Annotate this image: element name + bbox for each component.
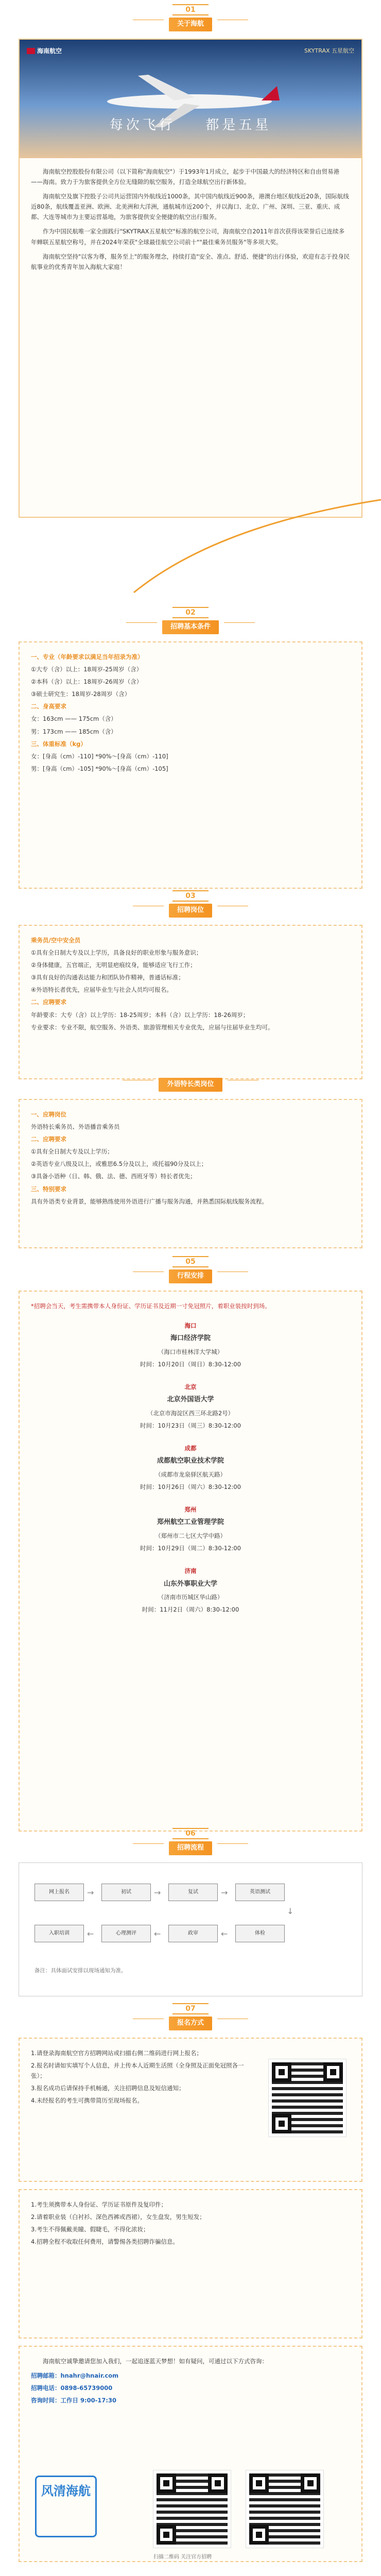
qr-marker xyxy=(301,2473,320,2493)
foreign-line: 二、应聘要求 xyxy=(31,1136,66,1143)
stop-date: 时间：10月20日（周日）8:30-12:00 xyxy=(140,1360,241,1368)
schedule-stop xyxy=(31,1382,350,1431)
signup-box-2 xyxy=(19,2189,362,2338)
section-signup xyxy=(0,1999,381,2562)
section-header xyxy=(0,1824,381,1855)
section-title: 招聘流程 xyxy=(169,1841,212,1855)
contact-line: 招聘邮箱：hnahr@hnair.com xyxy=(31,2371,119,2379)
schedule-intro: *招聘会当天，考生需携带本人身份证、学历证书及近期一寸免冠照片，着职业装按时到场。 xyxy=(31,1302,271,1310)
signup-line: 4.未经报名的考生可携带简历至现场报名。 xyxy=(31,2097,143,2105)
arrow-left-icon: ← xyxy=(221,1928,228,1939)
foreign-line: 一、应聘岗位 xyxy=(31,1110,66,1118)
arrow-left-icon: ← xyxy=(87,1928,94,1939)
flow-box xyxy=(19,1862,362,1996)
qr-marker xyxy=(157,2473,176,2493)
qr-marker xyxy=(272,2062,291,2082)
qr-marker xyxy=(323,2062,343,2082)
age-item: ①大专（含）以上：18周岁-25周岁（含） xyxy=(31,665,143,673)
arrow-left-icon: ← xyxy=(154,1928,161,1939)
flow-step: 网上报名 xyxy=(34,1884,84,1901)
stop-venue: 郑州航空工业管理学院 xyxy=(157,1518,224,1527)
section-title: 招聘岗位 xyxy=(169,904,212,918)
airplane-illustration xyxy=(20,40,359,158)
section-title: 行程安排 xyxy=(169,1269,212,1283)
section-number: 05 xyxy=(172,1256,209,1267)
contact-box xyxy=(19,2346,362,2562)
stop-date: 时间：11月2日（周六）8:30-12:00 xyxy=(142,1606,239,1614)
stop-venue: 山东外事职业大学 xyxy=(163,1580,217,1588)
section-header xyxy=(0,1072,381,1092)
flow-step: 英语测试 xyxy=(235,1884,285,1901)
hero-banner xyxy=(20,40,361,158)
qr-marker xyxy=(272,2114,291,2133)
foreign-line: ②英语专业八级及以上，或雅思6.5分及以上，或托福90分及以上； xyxy=(31,1160,207,1168)
about-paragraph: 海南航空坚持"以客为尊，服务至上"的服务理念，持续打造"安全、准点、舒适、便捷"的出行体验，欢迎有志于投身民航事业的优秀青年加入海航大家庭！ xyxy=(31,252,350,270)
about-paragraph: 作为中国民航唯一家全面践行"SKYTRAX五星航空"标准的航空公司，海南航空自2011年首次获得该荣誉后已连续多年蝉联五星航空称号，并在2024年荣获"全球最佳航空公司前十""最佳乘务员服务"等多项大奖。 xyxy=(31,228,345,246)
contact-line: 招聘电话：0898-65739000 xyxy=(31,2384,113,2392)
arrow-down-icon: ↓ xyxy=(287,1906,294,1916)
attention-line: 3.考生不得佩戴美瞳、假睫毛，不得化浓妆； xyxy=(31,2226,149,2233)
decorative-curve xyxy=(0,495,381,598)
about-box xyxy=(19,39,362,518)
arrow-right-icon: → xyxy=(87,1887,94,1897)
section-requirements xyxy=(0,603,381,889)
posts-title: 二、应聘要求 xyxy=(31,998,66,1006)
posts-item: ④外语特长者优先，应届毕业生与社会人员均可报名。 xyxy=(31,986,172,994)
flow-step: 政审 xyxy=(168,1925,218,1942)
section-header xyxy=(0,1999,381,2030)
stop-city: 济南 xyxy=(184,1567,197,1575)
slogan-part-a: 每次飞行 xyxy=(109,117,176,133)
section-number: 01 xyxy=(172,4,209,15)
stop-date: 时间：10月23日（周三）8:30-12:00 xyxy=(140,1422,241,1429)
posts-item: ③具有良好的沟通表达能力和团队协作精神，普通话标准； xyxy=(31,974,184,981)
section-title: 招聘基本条件 xyxy=(162,620,219,634)
foreign-line: 三、特别要求 xyxy=(31,1185,66,1193)
posts-item: ②身体健康，五官端正，无明显疤痕纹身，能够适应飞行工作； xyxy=(31,961,196,969)
hero-slogan xyxy=(20,114,361,138)
section-flow xyxy=(0,1824,381,1996)
stop-date: 时间：10月26日（周六）8:30-12:00 xyxy=(140,1483,241,1491)
requirements-heading: 一、专业（年龄要求以满足当年招录为准） xyxy=(31,653,144,660)
stop-city: 郑州 xyxy=(184,1506,197,1514)
signup-steps xyxy=(31,2048,257,2106)
flow-step: 入职培训 xyxy=(34,1925,84,1942)
flow-step: 心理测评 xyxy=(101,1925,151,1942)
stop-venue: 北京外国语大学 xyxy=(167,1396,214,1404)
foreign-line: ①具有全日制大专及以上学历； xyxy=(31,1148,113,1156)
section-number: 03 xyxy=(172,890,209,902)
section-about xyxy=(0,0,381,518)
slogan-part-b: 都是五星 xyxy=(205,117,272,133)
section-schedule xyxy=(0,1252,381,1832)
brand-name: 海南航空 xyxy=(37,47,62,55)
contact-qr-code[interactable] xyxy=(246,2470,323,2548)
height-item: 男：173cm —— 185cm（含） xyxy=(31,727,117,735)
section-number: 06 xyxy=(172,1828,209,1839)
schedule-stop xyxy=(31,1443,350,1492)
weight-item: 女：[身高（cm）-110] *90%～[身高（cm）-110] xyxy=(31,752,168,760)
flow-note: 备注：具体面试安排以现场通知为准。 xyxy=(34,1967,127,1974)
contact-line: 咨询时间：工作日 9:00-17:30 xyxy=(31,2397,116,2404)
flow-step: 体检 xyxy=(235,1925,285,1942)
flow-step: 初试 xyxy=(101,1884,151,1901)
section-number: 07 xyxy=(172,2003,209,2014)
section-foreign xyxy=(0,1072,381,1248)
attention-line: 2.请着职业装（白衬衫、深色西裤或西裙），女生盘发，男生短发； xyxy=(31,2213,205,2221)
posts-title: 乘务员/空中安全员 xyxy=(31,936,81,944)
stop-address: （济南市历城区华山路） xyxy=(158,1594,223,1601)
stop-venue: 成都航空职业技术学院 xyxy=(157,1457,224,1465)
fengqing-logo xyxy=(35,2476,97,2537)
posts-box xyxy=(19,925,362,1079)
requirements-box xyxy=(19,641,362,889)
section-title: 报名方式 xyxy=(169,2016,212,2030)
section-number: 02 xyxy=(172,607,209,618)
section-title: 外语特长类岗位 xyxy=(159,1078,222,1092)
foreign-line: 外语特长乘务员、外语播音乘务员 xyxy=(31,1123,120,1130)
flow-step: 复试 xyxy=(168,1884,218,1901)
section-title: 关于海航 xyxy=(169,18,212,31)
arrow-right-icon: → xyxy=(221,1887,228,1897)
signup-qr-code[interactable] xyxy=(269,2059,346,2137)
stop-address: （郑州市二七区大学中路） xyxy=(155,1532,226,1540)
posts-item: ①具有全日制大专及以上学历，具备良好的职业形象与服务意识； xyxy=(31,948,202,956)
section-posts xyxy=(0,886,381,1079)
schedule-stop xyxy=(31,1320,350,1369)
signup-line: 3.报名成功后请保持手机畅通，关注招聘信息及短信通知； xyxy=(31,2084,185,2092)
section-header xyxy=(0,0,381,31)
stop-city: 海口 xyxy=(184,1321,197,1329)
logo-text: 风清海航 xyxy=(41,2483,91,2498)
posts-item: 专业要求：专业不限，航空服务、外语类、旅游管理相关专业优先，应届与往届毕业生均可。 xyxy=(31,1023,274,1031)
foreign-box xyxy=(19,1099,362,1248)
contact-intro: 海南航空诚挚邀请您加入我们，一起追逐蓝天梦想！如有疑问，可通过以下方式咨询： xyxy=(43,2357,268,2365)
about-paragraph: 海南航空及旗下控股子公司共运营国内外航线近1000条，其中国内航线近900条，港澳台地区航线近20条，国际航线近80条，航线覆盖亚洲、欧洲、北美洲和大洋洲，通航城市近200个，并以海口、北京、广州、深圳、三亚、重庆、成都、大连等城市为主要运营基地，为旅客提供安全便捷的航空出行服务。 xyxy=(31,193,349,221)
qr-caption: 扫描二维码 关注官方招聘 xyxy=(153,2554,212,2560)
qr-marker xyxy=(249,2525,269,2545)
age-item: ③硕士研究生：18周岁-28周岁（含） xyxy=(31,690,131,698)
qr-marker xyxy=(157,2525,176,2545)
schedule-box xyxy=(19,1291,362,1832)
section-header xyxy=(0,886,381,918)
signup-box-1 xyxy=(19,2038,362,2182)
section-header xyxy=(0,1252,381,1283)
attention-line: 4.招聘全程不收取任何费用，请警惕各类招聘诈骗信息。 xyxy=(31,2238,179,2246)
weight-heading: 三、体重标准（kg） xyxy=(31,740,86,748)
stop-address: （海口市桂林洋大学城） xyxy=(158,1348,223,1355)
skytrax-badge: SKYTRAX 五星航空 xyxy=(304,47,354,54)
stop-address: （成都市龙泉驿区航天路） xyxy=(155,1471,226,1478)
section-header xyxy=(0,603,381,634)
height-heading: 二、身高要求 xyxy=(31,703,66,710)
about-paragraph: 海南航空控股股份有限公司（以下简称"海南航空"）于1993年1月成立，起步于中国最大的经济特区和自由贸易港——海南。致力于为旅客提供全方位无缝隙的航空服务，打造全球航空出行新体验。 xyxy=(31,167,340,185)
schedule-stop xyxy=(31,1566,350,1615)
age-item: ②本科（含）以上：18周岁-26周岁（含） xyxy=(31,678,143,685)
signup-line: 2.报名时请如实填写个人信息，并上传本人近期生活照（全身照及正面免冠照各一张）； xyxy=(31,2061,244,2079)
schedule-stop xyxy=(31,1504,350,1553)
qr-marker xyxy=(249,2473,269,2493)
height-item: 女：163cm —— 175cm（含） xyxy=(31,715,117,723)
foreign-line: ③具备小语种（日、韩、俄、法、德、西班牙等）特长者优先； xyxy=(31,1173,196,1180)
signup-line: 1.请登录海南航空官方招聘网站或扫描右侧二维码进行网上报名； xyxy=(31,2049,202,2057)
stop-address: （北京市海淀区西三环北路2号） xyxy=(147,1409,234,1417)
contact-qr-code[interactable] xyxy=(153,2470,231,2548)
foreign-line: 具有外语类专业背景，能够熟练使用外语进行广播与服务沟通，并熟悉国际航线服务流程。 xyxy=(31,1197,268,1205)
stop-venue: 海口经济学院 xyxy=(170,1334,211,1342)
attention-line: 1.考生须携带本人身份证、学历证书原件及复印件； xyxy=(31,2200,167,2208)
arrow-right-icon: → xyxy=(154,1887,161,1897)
stop-city: 北京 xyxy=(184,1383,197,1391)
stop-date: 时间：10月29日（周二）8:30-12:00 xyxy=(140,1545,241,1552)
qr-marker xyxy=(208,2473,228,2493)
weight-item: 男：[身高（cm）-105] *90%～[身高（cm）-105] xyxy=(31,765,168,772)
posts-item: 年龄要求：大专（含）以上学历：18-25周岁；本科（含）以上学历：18-26周岁； xyxy=(31,1011,249,1019)
stop-city: 成都 xyxy=(184,1445,197,1452)
